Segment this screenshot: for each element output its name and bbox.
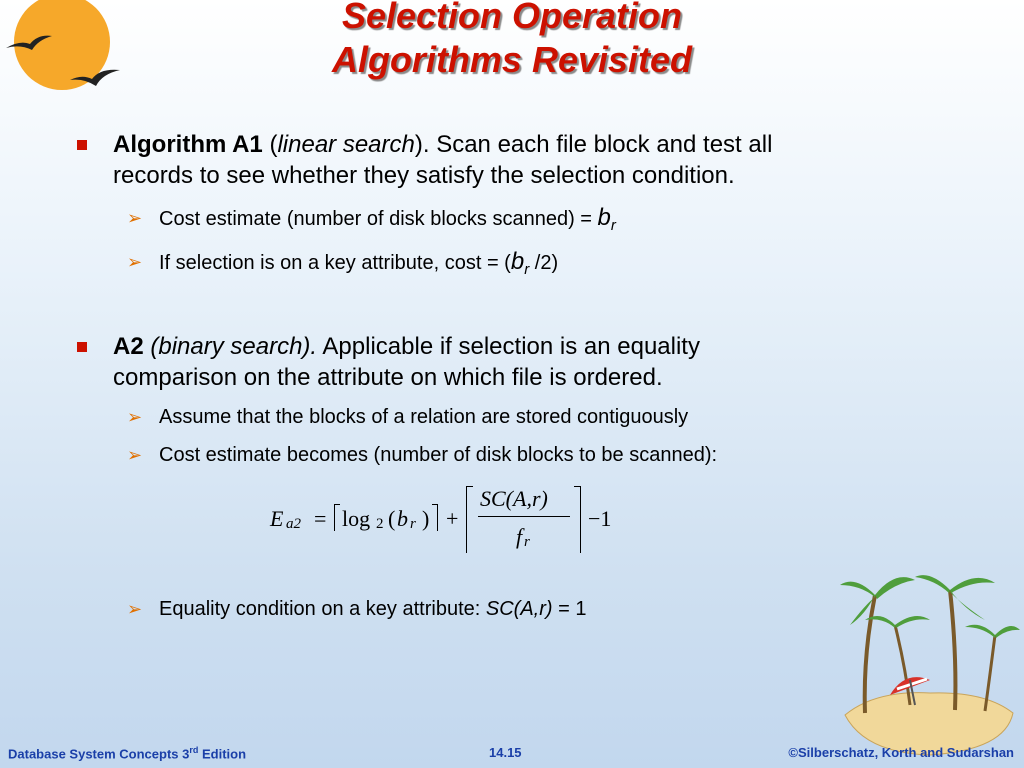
ceil-left-bracket: [334, 504, 340, 531]
arrow-bullet-icon: ➢: [127, 407, 143, 427]
formula-plus: +: [446, 506, 459, 531]
footer-left-prefix: Database System Concepts 3: [8, 746, 190, 762]
formula-log-base: 2: [376, 516, 384, 532]
a1-sub2-text: If selection is on a key attribute, cost = (: [159, 252, 511, 274]
a2-label: A2: [113, 333, 144, 360]
a2-sub3-formula: SC(A,r): [485, 598, 553, 620]
cost-formula: E a2 = log 2 ( b r ) + SC(A,r) f r −1: [270, 482, 630, 562]
arrow-bullet-icon: ➢: [127, 445, 143, 465]
arrow-bullet-icon: ➢: [127, 599, 143, 619]
a2-sub3: [159, 596, 939, 622]
a1-label: Algorithm A1: [113, 131, 263, 158]
formula-sub-a2: a2: [286, 516, 301, 532]
square-bullet-icon: [77, 342, 87, 352]
a1-sub2-end: /2): [529, 252, 559, 274]
ceil-right-bracket: [432, 504, 438, 531]
a1-sub1-b: b: [597, 204, 611, 231]
big-ceil-left-bracket: [466, 486, 473, 553]
a2-sub2: Cost estimate becomes (number of disk blocks to be scanned):: [159, 444, 718, 466]
formula-r: r: [410, 516, 416, 532]
a1-desc-line2: records to see whether they satisfy the selection condition.: [113, 162, 735, 189]
footer-left-sup: rd: [189, 745, 199, 755]
a1-desc-line1: Scan each file block and test all: [429, 131, 773, 158]
title-line-2: Algorithms Revisited: [331, 39, 693, 80]
bullet-a1: [113, 129, 933, 191]
formula-e: E: [270, 506, 284, 531]
formula-log: log: [342, 506, 371, 531]
title-line-1: Selection Operation: [341, 0, 683, 36]
a1-sub1: [159, 205, 939, 239]
arrow-bullet-icon: ➢: [127, 252, 143, 272]
a1-paren-open: (: [262, 131, 278, 158]
a1-sub2-r: r: [524, 261, 530, 278]
formula-denom-f: f: [516, 524, 523, 549]
a1-method: linear search: [277, 131, 415, 158]
formula-minus-one: −1: [588, 506, 612, 531]
a2-desc-line2: comparison on the attribute on which file is ordered.: [113, 364, 663, 391]
a2-sub1: Assume that the blocks of a relation are stored contiguously: [159, 406, 689, 428]
formula-b: b: [397, 506, 408, 531]
formula-eq: =: [314, 506, 327, 531]
footer-left-suffix: Edition: [198, 746, 247, 762]
a1-sub1-r: r: [610, 217, 616, 234]
footer-page-number: 14.15: [489, 745, 522, 760]
footer-copyright: ©Silberschatz, Korth and Sudarshan: [788, 745, 1014, 760]
fraction-bar: [478, 516, 570, 517]
a2-desc-line1: Applicable if selection is an equality: [317, 333, 700, 360]
bullet-a2: [113, 331, 933, 393]
a2-method: (binary search).: [143, 333, 318, 360]
a1-sub2: [159, 249, 939, 283]
footer-left: [8, 745, 246, 761]
a1-sub1-text: Cost estimate (number of disk blocks scanned) =: [159, 208, 598, 230]
formula-denom-r: r: [524, 534, 530, 550]
a2-sub3-text: Equality condition on a key attribute:: [159, 598, 486, 620]
square-bullet-icon: [77, 140, 87, 150]
palm-island-illustration: [835, 565, 1020, 765]
arrow-bullet-icon: ➢: [127, 208, 143, 228]
formula-numerator: SC(A,r): [480, 486, 548, 511]
a2-sub3-eq: = 1: [552, 598, 587, 620]
a1-sub2-b: b: [510, 248, 525, 275]
a1-paren-close: ).: [414, 131, 430, 158]
big-ceil-right-bracket: [574, 486, 581, 553]
